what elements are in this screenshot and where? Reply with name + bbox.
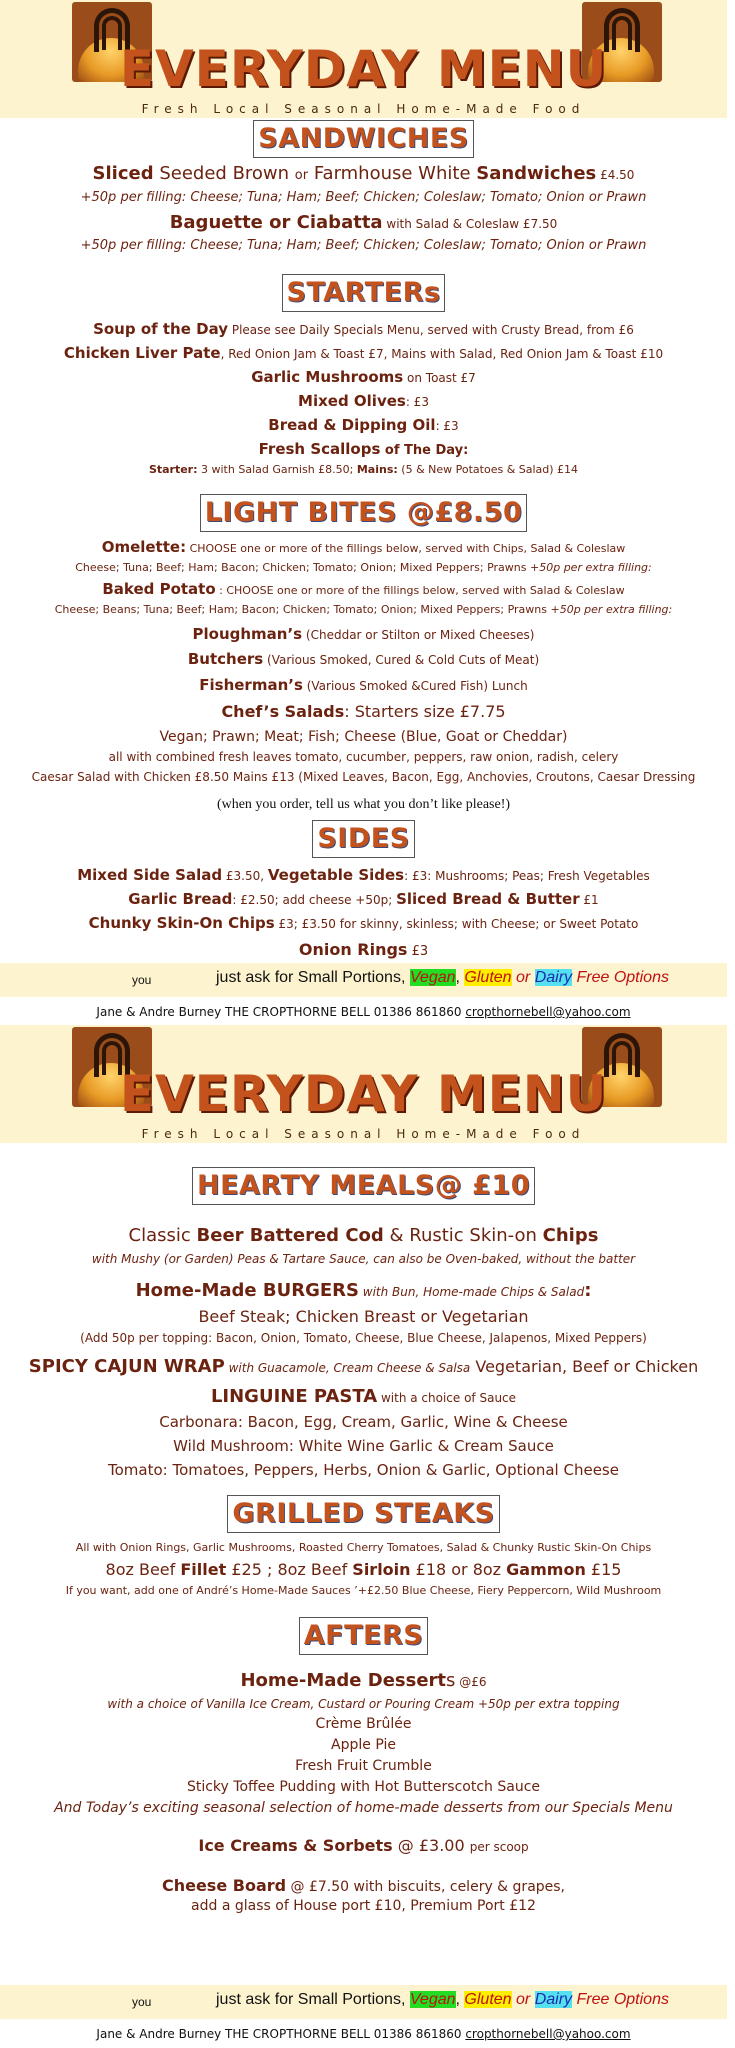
menu-line: Chef’s Salads: Starters size £7.75	[221, 702, 506, 721]
bar-options-text: just ask for Small Portions, Vegan, Gluten or Dairy Free Options	[216, 969, 669, 986]
tagline: Fresh Local Seasonal Home-Made Food	[141, 102, 586, 116]
page-title: EVERYDAY MENU	[119, 40, 608, 98]
menu-line: (Add 50p per topping: Bacon, Onion, Tomato, Cheese, Blue Cheese, Jalapenos, Mixed Peppers)	[80, 1331, 647, 1345]
menu-line: Mixed Side Salad £3.50, Vegetable Sides: £3: Mushrooms; Peas; Fresh Vegetables	[77, 866, 650, 884]
section-heading-afters: AFTERS	[0, 1617, 727, 1655]
dietary-bar	[0, 1985, 727, 2019]
menu-line: Ploughman’s (Cheddar or Stilton or Mixed Cheeses)	[192, 625, 535, 643]
menu-line: SPICY CAJUN WRAP with Guacamole, Cream Cheese & Salsa Vegetarian, Beef or Chicken	[28, 1356, 699, 1377]
menu-line: If you want, add one of André’s Home-Made Sauces ’+£2.50 Blue Cheese, Fiery Peppercorn, Wild Mushroom	[65, 1584, 662, 1597]
menu-line: Starter: 3 with Salad Garnish £8.50; Mains: (5 & New Potatoes & Salad) £14	[148, 463, 579, 476]
menu-line: Sticky Toffee Pudding with Hot Butterscotch Sauce	[186, 1779, 541, 1795]
menu-line: Vegan; Prawn; Meat; Fish; Cheese (Blue, Goat or Cheddar)	[159, 729, 568, 745]
section-heading-light-bites: LIGHT BITES @£8.50	[0, 494, 727, 532]
page-title: EVERYDAY MENU	[119, 1065, 608, 1123]
menu-line: +50p per filling: Cheese; Tuna; Ham; Beef; Chicken; Coleslaw; Tomato; Onion or Prawn	[80, 190, 647, 205]
bar-you-text: you	[132, 973, 152, 987]
menu-line: Sliced Seeded Brown or Farmhouse White Sandwiches £4.50	[92, 163, 635, 184]
bar-options-text: just ask for Small Portions, Vegan, Gluten or Dairy Free Options	[216, 1991, 669, 2008]
menu-line: Cheese; Tuna; Beef; Ham; Bacon; Chicken; Tomato; Onion; Mixed Peppers; Prawns +50p per extra filling:	[75, 561, 652, 574]
bar-you-text: you	[132, 1995, 152, 2009]
menu-line: with Mushy (or Garden) Peas & Tartare Sauce, can also be Oven-baked, without the batter	[91, 1252, 636, 1266]
menu-line: Apple Pie	[331, 1737, 396, 1753]
menu-line: Bread & Dipping Oil: £3	[268, 416, 459, 434]
menu-line: Fresh Scallops of The Day:	[258, 440, 469, 458]
menu-line: Butchers (Various Smoked, Cured & Cold Cuts of Meat)	[187, 650, 540, 668]
menu-line: Fisherman’s (Various Smoked &Cured Fish) Lunch	[199, 676, 528, 694]
email-link[interactable]: cropthornebell@yahoo.com	[465, 2027, 631, 2041]
menu-line: Wild Mushroom: White Wine Garlic & Cream Sauce	[173, 1437, 554, 1455]
menu-line: LINGUINE PASTA with a choice of Sauce	[210, 1386, 517, 1407]
menu-line: +50p per filling: Cheese; Tuna; Ham; Beef; Chicken; Coleslaw; Tomato; Onion or Prawn	[80, 238, 647, 253]
section-heading-grilled-steaks: GRILLED STEAKS	[0, 1495, 727, 1533]
menu-line: Home-Made BURGERS with Bun, Home-made Chips & Salad:	[135, 1280, 592, 1301]
menu-line: Ice Creams & Sorbets @ £3.00 per scoop	[198, 1836, 529, 1855]
menu-line: 8oz Beef Fillet £25 ; 8oz Beef Sirloin £18 or 8oz Gammon £15	[105, 1560, 622, 1579]
menu-line: Home-Made Desserts @£6	[240, 1670, 487, 1691]
email-link[interactable]: cropthornebell@yahoo.com	[465, 1005, 631, 1019]
menu-line: Cheese Board @ £7.50 with biscuits, celery & grapes,	[161, 1876, 566, 1895]
menu-line: Cheese; Beans; Tuna; Beef; Ham; Bacon; Chicken; Tomato; Onion; Mixed Peppers; Prawns +50p per extra filling:	[54, 603, 673, 616]
menu-line: add a glass of House port £10, Premium Port £12	[191, 1898, 536, 1914]
dietary-bar	[0, 963, 727, 997]
menu-line: Baguette or Ciabatta with Salad & Coleslaw £7.50	[169, 212, 558, 233]
menu-line: Omelette: CHOOSE one or more of the fillings below, served with Chips, Salad & Coleslaw	[101, 538, 626, 556]
menu-line: And Today’s exciting seasonal selection of home-made desserts from our Specials Menu	[54, 1800, 673, 1816]
menu-line: Chunky Skin-On Chips £3; £3.50 for skinny, skinless; with Cheese; or Sweet Potato	[88, 914, 639, 932]
menu-line: all with combined fresh leaves tomato, cucumber, peppers, raw onion, radish, celery	[108, 750, 619, 764]
section-heading-hearty-meals: HEARTY MEALS@ £10	[0, 1167, 727, 1205]
menu-line: Soup of the Day Please see Daily Specials Menu, served with Crusty Bread, from £6	[93, 320, 634, 338]
footer-contact: Jane & Andre Burney THE CROPTHORNE BELL 01386 861860 cropthornebell@yahoo.com	[96, 2027, 631, 2041]
menu-line: Classic Beer Battered Cod & Rustic Skin-on Chips	[128, 1225, 599, 1246]
menu-line: Baked Potato : CHOOSE one or more of the fillings below, served with Salad & Coleslaw	[102, 580, 625, 598]
menu-line: All with Onion Rings, Garlic Mushrooms, Roasted Cherry Tomatoes, Salad & Chunky Rustic Skin-On Chips	[75, 1541, 652, 1554]
menu-line: Garlic Mushrooms on Toast £7	[251, 368, 476, 386]
footer-contact: Jane & Andre Burney THE CROPTHORNE BELL 01386 861860 cropthornebell@yahoo.com	[96, 1005, 631, 1019]
menu-line: Caesar Salad with Chicken £8.50 Mains £13 (Mixed Leaves, Bacon, Egg, Anchovies, Croutons, Caesar Dressing	[31, 770, 696, 784]
menu-line: Garlic Bread: £2.50; add cheese +50p; Sliced Bread & Butter £1	[128, 890, 599, 908]
menu-line: Chicken Liver Pate, Red Onion Jam & Toast £7, Mains with Salad, Red Onion Jam & Toast £10	[63, 344, 664, 362]
menu-note: (when you order, tell us what you don’t like please!)	[216, 797, 511, 812]
menu-line: Carbonara: Bacon, Egg, Cream, Garlic, Wine & Cheese	[159, 1413, 568, 1431]
menu-line: Crème Brûlée	[315, 1716, 412, 1732]
tagline: Fresh Local Seasonal Home-Made Food	[141, 1127, 586, 1141]
menu-line: Beef Steak; Chicken Breast or Vegetarian	[198, 1307, 529, 1326]
menu-line: Onion Rings £3	[298, 940, 429, 959]
section-heading-sides: SIDES	[0, 820, 727, 858]
menu-line: with a choice of Vanilla Ice Cream, Custard or Pouring Cream +50p per extra topping	[107, 1697, 620, 1711]
section-heading-sandwiches: SANDWICHES	[0, 120, 727, 158]
section-heading-starters: STARTERs	[0, 274, 727, 312]
menu-line: Fresh Fruit Crumble	[295, 1758, 432, 1774]
menu-line: Mixed Olives: £3	[298, 392, 429, 410]
menu-line: Tomato: Tomatoes, Peppers, Herbs, Onion & Garlic, Optional Cheese	[108, 1461, 619, 1479]
